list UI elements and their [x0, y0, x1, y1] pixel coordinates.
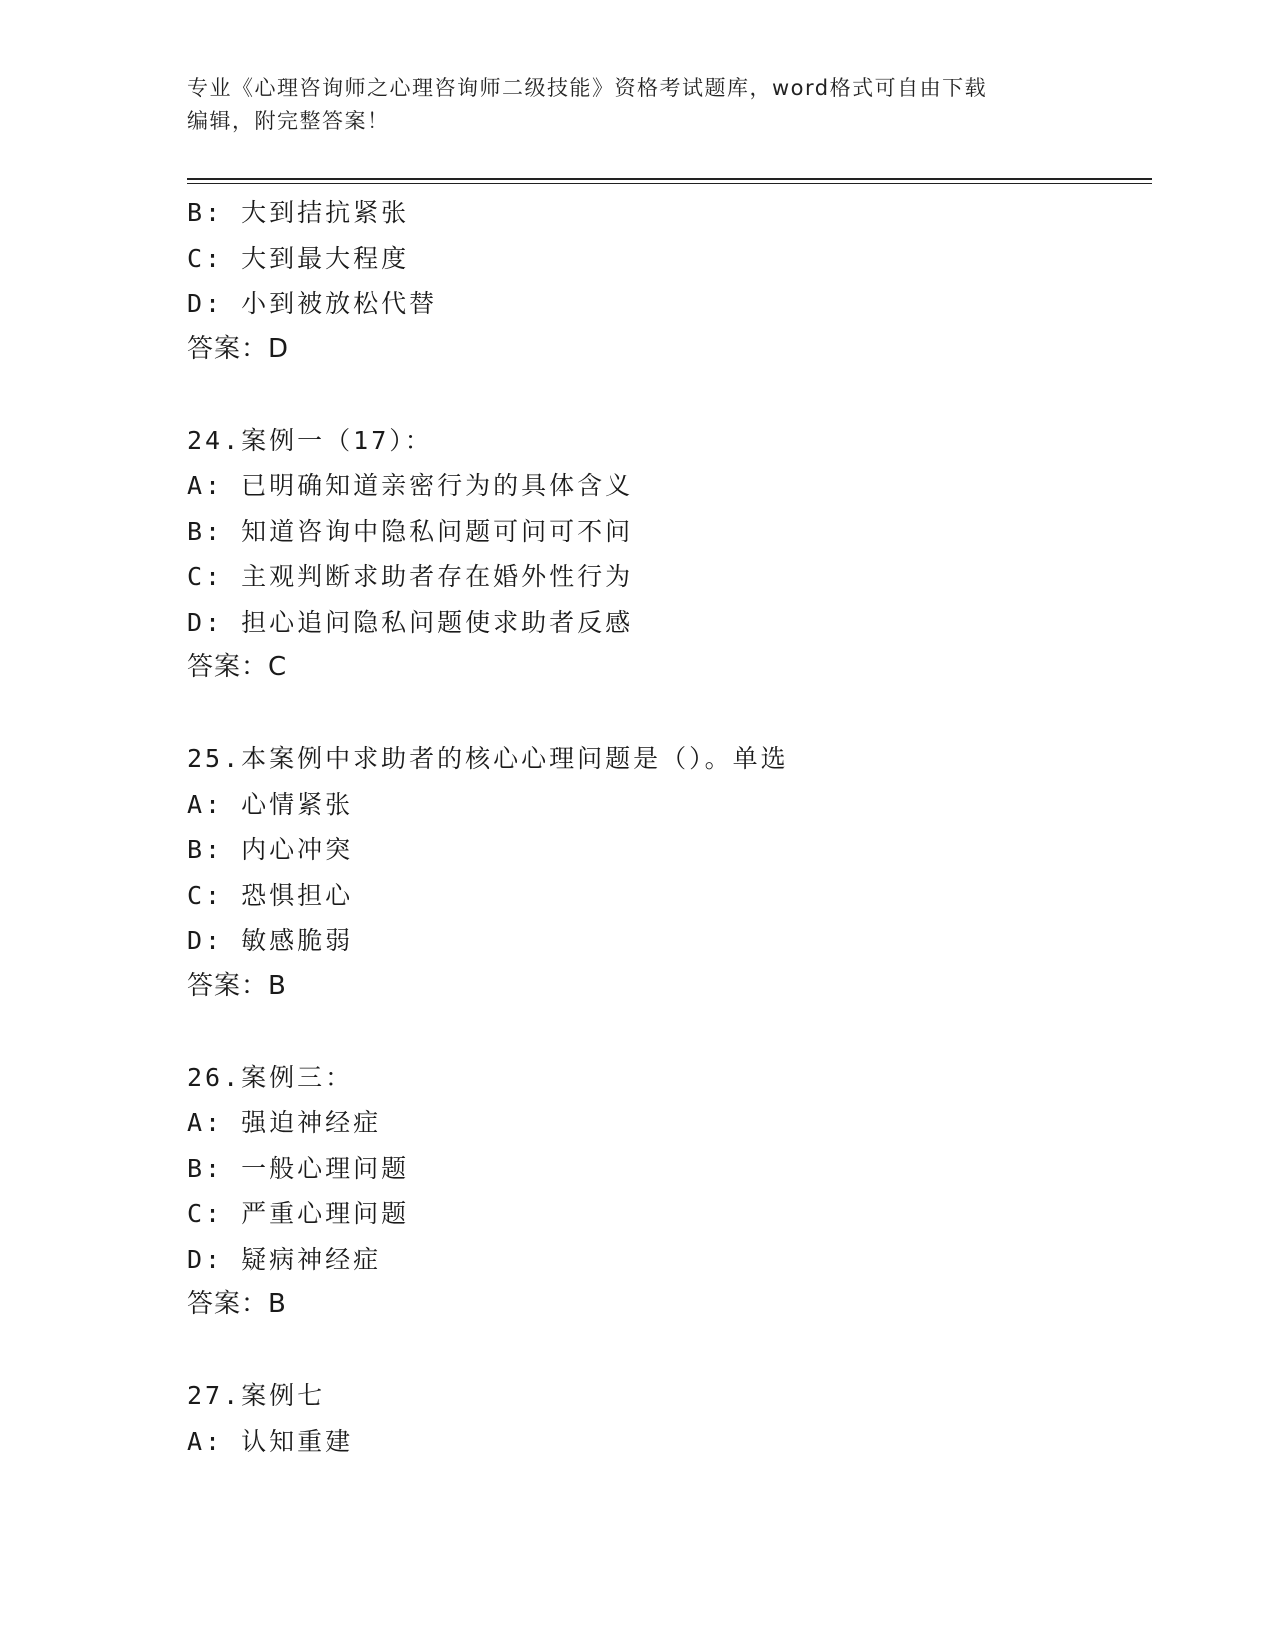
option-a: A: 心情紧张	[187, 789, 354, 819]
answer-line: 答案：D	[187, 333, 290, 364]
question-list	[187, 190, 1147, 1464]
answer-line: 答案：C	[187, 652, 288, 682]
question-title: 24.案例一（17）：	[187, 425, 433, 455]
option-a: A: 认知重建	[187, 1426, 354, 1456]
header-line-1: 专业《心理咨询师之心理咨询师二级技能》资格考试题库，word格式可自由下载	[187, 76, 988, 100]
option-c: C: 严重心理问题	[187, 1199, 410, 1228]
question-block	[187, 418, 1147, 691]
answer-line: 答案：B	[187, 970, 287, 1001]
option-c: C: 主观判断求助者存在婚外性行为	[187, 562, 634, 591]
question-title: 27.案例七	[187, 1381, 326, 1410]
option-d: D: 敏感脆弱	[187, 926, 354, 955]
header-divider-thin	[187, 183, 1152, 184]
question-title: 25.本案例中求助者的核心心理问题是（）。单选	[187, 744, 789, 773]
header-divider-thick	[187, 178, 1152, 180]
answer-line: 答案：B	[187, 1289, 287, 1319]
question-block	[187, 736, 1147, 1009]
option-c: C: 大到最大程度	[187, 243, 410, 273]
option-b: B: 内心冲突	[187, 835, 354, 864]
option-a: A: 强迫神经症	[187, 1108, 382, 1137]
option-b: B: 一般心理问题	[187, 1153, 410, 1183]
question-title: 26.案例三：	[187, 1062, 354, 1092]
option-b: B: 知道咨询中隐私问题可问可不问	[187, 516, 634, 546]
option-b: B: 大到拮抗紧张	[187, 198, 410, 227]
question-block	[187, 1373, 1147, 1464]
option-d: D: 担心追问隐私问题使求助者反感	[187, 607, 634, 637]
option-c: C: 恐惧担心	[187, 880, 354, 910]
question-block	[187, 190, 1147, 372]
option-d: D: 小到被放松代替	[187, 289, 438, 318]
question-block	[187, 1055, 1147, 1328]
document-header	[187, 72, 1087, 138]
header-line-2: 编辑，附完整答案！	[187, 109, 390, 133]
option-d: D: 疑病神经症	[187, 1244, 382, 1274]
option-a: A: 已明确知道亲密行为的具体含义	[187, 471, 634, 500]
